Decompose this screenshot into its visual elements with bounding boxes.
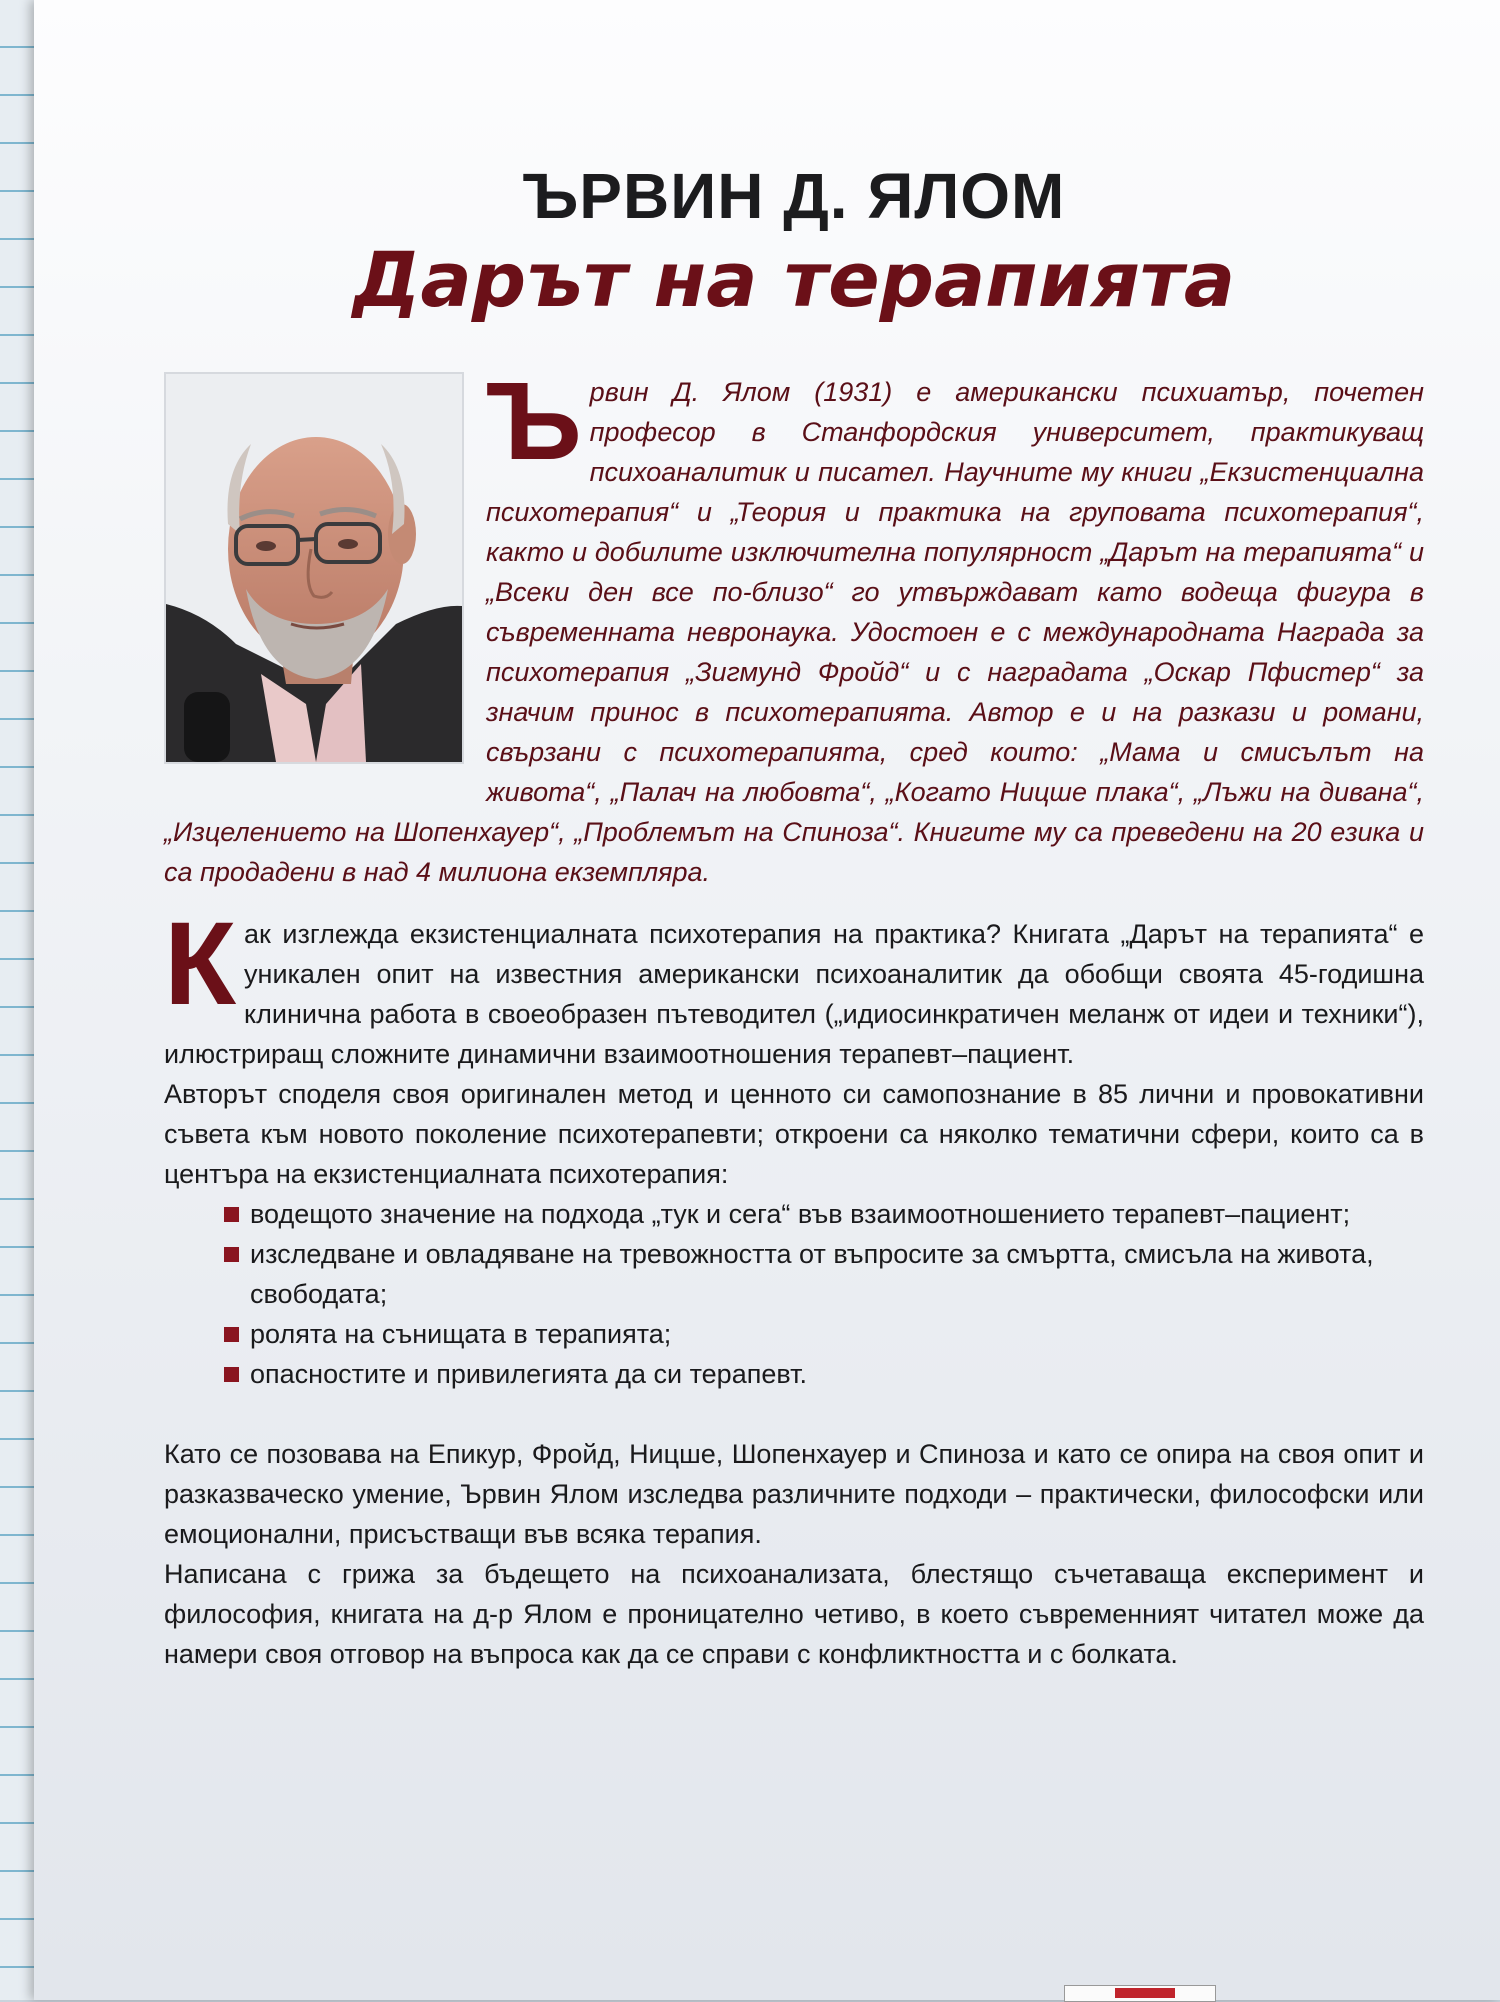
description-paragraph-1 [164,898,1424,1074]
bio-drop-cap: Ъ [486,360,582,483]
price-sticker [1064,1985,1216,2002]
list-item: изследване и овладяване на тревожността от въпросите за смъртта, смисъла на живота, свободата; [224,1234,1424,1314]
list-item: опасностите и привилегията да си терапевт. [224,1354,1424,1394]
themes-list [164,1194,1424,1394]
description-paragraph-1-text: ак изглежда екзистенциалната психотерапия на практика? Книгата „Дарът на терапията“ е уникален опит на известния американски психоаналитик да обобщи своята 45-годишна клинична работа в своеобразен пътеводител („идиосинкратичен меланж от идеи и техники“), илюстриращ сложните динамични взаимоотношения терапевт–пациент. [164,919,1424,1069]
book-description [164,898,1424,1394]
author-bio [164,360,1424,892]
list-item: ролята на сънищата в терапията; [224,1314,1424,1354]
author-portrait-image [166,374,462,762]
description-paragraph-2: Авторът споделя своя оригинален метод и ценното си самопознание в 85 лични и провокативни съвета към новото поколение психотерапевти; откроени са няколко тематични сфери, които са в центъра на екзистенциалната психотерапия: [164,1079,1424,1189]
closing-paragraph-2: Написана с грижа за бъдещето на психоанализата, блестящо съчетаваща експеримент и философия, книгата на д-р Ялом е проницателно четиво, в което съвременният читател може да намери своя отговор на въпроса как да се справи с конфликтността и с болката. [164,1559,1424,1669]
author-name: ЪРВИН Д. ЯЛОМ [522,160,1066,232]
closing-text [164,1434,1424,1674]
book-title: Дарът на терапията [352,235,1236,324]
cover-content [164,160,1424,1674]
closing-paragraph-1: Като се позовава на Епикур, Фройд, Ницше, Шопенхауер и Спиноза и като се опира на своя опит и разказваческо умение, Ървин Ялом изследва различните подходи – практически, философски или емоционални, присъстващи във всяка терапия. [164,1439,1424,1549]
author-photo [164,372,464,764]
description-drop-cap: К [164,898,237,1030]
list-item: водещото значение на подхода „тук и сега“ във взаимоотношението терапевт–пациент; [224,1194,1424,1234]
bio-text: рвин Д. Ялом (1931) е американски психиатър, почетен професор в Станфордския университет, практикуващ психоаналитик и писател. Научните му книги „Екзистенциална психотерапия“ и „Теория и практика на груповата психотерапия“, както и добилите изключителна популярност „Дарът на терапията“ и „Всеки ден все по-близо“ го утвърждават като водеща фигура в съвременната невронаука. Удостоен е с международната Награда за психотерапия „Зигмунд Фройд“ и с наградата „Оскар Пфистер“ за значим принос в психотерапията. Автор е и на разкази и романи, свързани с психотерапията, сред които: „Мама и смисълът на живота“, „Палач на любовта“, „Когато Ницше плака“, „Лъжи на дивана“, „Изцелението на Шопенхауер“, „Проблемът на Спиноза“. Книгите му са преведени на 20 езика и са продадени в над 4 милиона екземпляра. [164,377,1424,887]
book-back-cover [34,0,1500,2000]
